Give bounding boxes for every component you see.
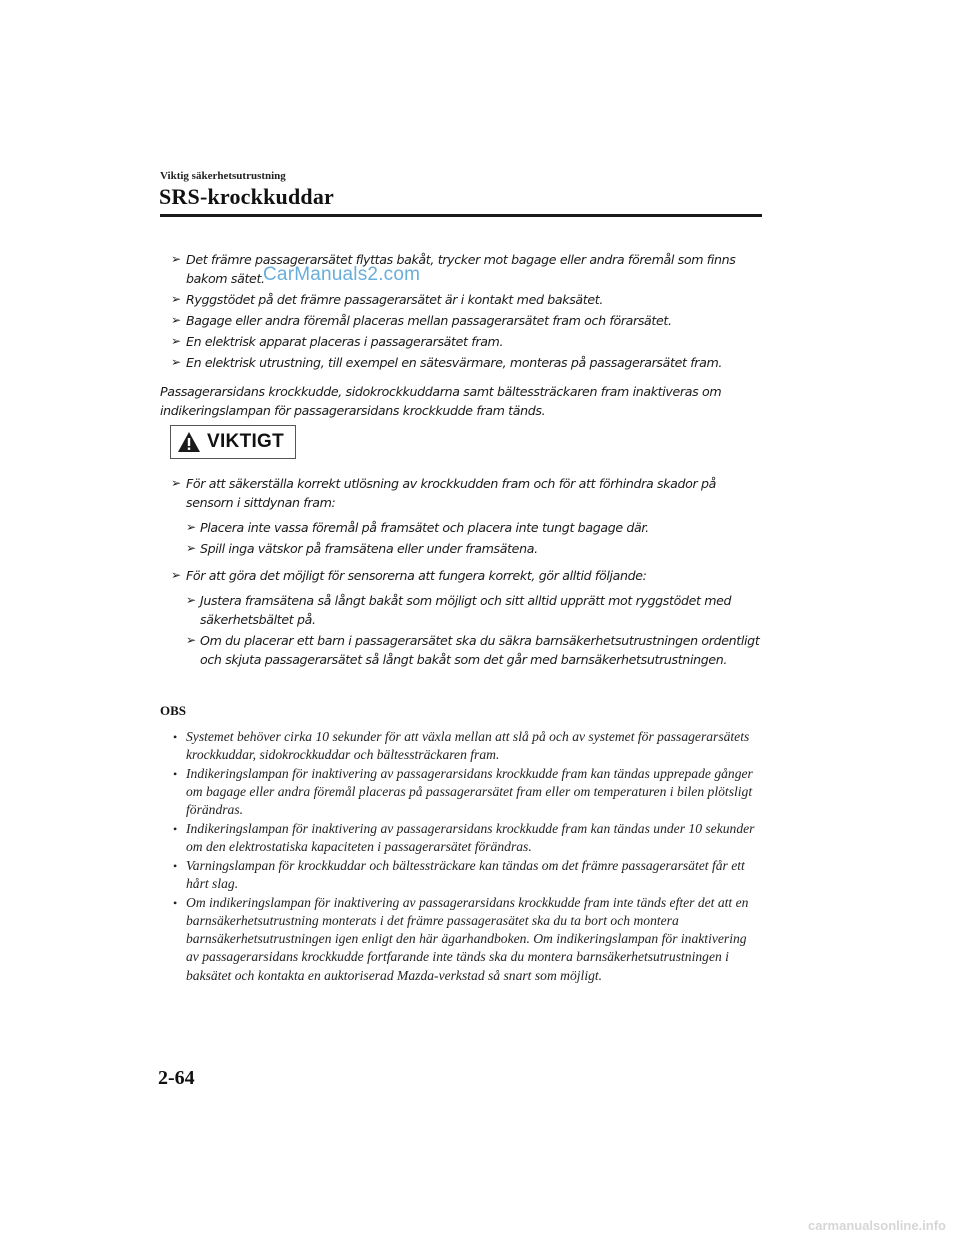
list-item-text: För att göra det möjligt för sensorerna att fungera korrekt, gör alltid följande: [186, 568, 647, 583]
list-item [160, 474, 765, 512]
list-item [170, 820, 762, 856]
header-rule [160, 214, 762, 217]
list-item [170, 765, 762, 820]
chapter-title: SRS-krockkuddar [159, 184, 334, 209]
arrow-bullet-icon: ➢ [171, 568, 181, 582]
dot-bullet-icon: • [173, 766, 178, 781]
list-item-text: Varningslampan för krockkuddar och bältessträckare kan tändas om det främre passagerarsätet får ett hårt slag. [186, 857, 745, 892]
arrow-bullet-icon: ➢ [171, 355, 181, 369]
list-item-text: Om indikeringslampan för inaktivering av passagerarsidans krockkudde fram inte tänds efter det att en barnsäkerhetsutrustning monterats i det främre passagerasätet ska du ta bort och montera barnsäkerhetsutrustningen igen enligt den här ägarhandboken. Om indikeringslampan för inaktivering av passagerarsidans krockkudde fortfarande inte tänds ska du montera barnsäkerhetsutrustningen i baksätet och kontakta en auktoriserad Mazda-verkstad så snart som möjligt. [186, 894, 749, 983]
warning-label: VIKTIGT [207, 431, 285, 452]
warning-list [160, 474, 765, 512]
dot-bullet-icon: • [173, 895, 178, 910]
list-item [160, 353, 765, 372]
arrow-bullet-icon: ➢ [186, 520, 196, 534]
list-item [170, 728, 762, 764]
list-item-text: För att säkerställa korrekt utlösning av krockkudden fram och för att förhindra skador på sensorn i sittdynan fram: [186, 476, 717, 510]
list-item-text: Det främre passagerarsätet flyttas bakåt, trycker mot bagage eller andra föremål som finns bakom sätet. [186, 252, 736, 286]
list-item [160, 290, 765, 309]
arrow-bullet-icon: ➢ [186, 633, 196, 647]
dot-bullet-icon: • [173, 858, 178, 873]
list-item [160, 332, 765, 351]
list-item [170, 857, 762, 893]
obs-label: OBS [160, 703, 187, 718]
list-item [186, 539, 765, 558]
warning-header [170, 425, 296, 459]
intro-paragraph: Passagerarsidans krockkudde, sidokrockkuddarna samt bältessträckaren fram inaktiveras om indikeringslampan för passagerarsidans krockkudde fram tänds. [160, 384, 722, 418]
list-item-text: Bagage eller andra föremål placeras mellan passagerarsätet fram och förarsätet. [186, 313, 672, 328]
warning-sublist [160, 518, 765, 558]
list-item-text: Systemet behöver cirka 10 sekunder för att växla mellan att slå på och av systemet för passagerarsätets krockkuddar, sidokrockkuddar och bältessträckaren fram. [186, 729, 750, 763]
list-item [186, 518, 765, 537]
warning-triangle-icon [177, 431, 201, 453]
watermark-overlay: CarManuals2.com [263, 264, 421, 285]
section-label: Viktig säkerhetsutrustning [160, 170, 286, 182]
list-item-text: Indikeringslampan för inaktivering av passagerarsidans krockkudde fram kan tändas under 10 sekunder om den elektrostatiska kapaciteten i passagerarsätet förändras. [186, 821, 755, 855]
arrow-bullet-icon: ➢ [171, 476, 181, 490]
conditions-block [160, 250, 765, 420]
list-item [160, 566, 765, 585]
warning-list [160, 566, 765, 585]
list-item-text: Om du placerar ett barn i passagerarsätet ska du säkra barnsäkerhetsutrustningen ordentligt och skjuta passagerarsätet så långt bakåt som det går med barnsäkerhetsutrustningen. [200, 633, 760, 667]
dot-bullet-icon: • [173, 730, 178, 744]
list-item-text: En elektrisk apparat placeras i passagerarsätet fram. [186, 334, 504, 349]
list-item [186, 631, 765, 669]
arrow-bullet-icon: ➢ [171, 313, 181, 327]
obs-list [170, 728, 762, 985]
arrow-bullet-icon: ➢ [186, 593, 196, 607]
list-item [170, 894, 762, 985]
warning-sublist [160, 591, 765, 669]
warning-block [160, 474, 765, 677]
list-item-text: Justera framsätena så långt bakåt som möjligt och sitt alltid upprätt mot ryggstödet med säkerhetsbältet på. [200, 593, 732, 627]
list-item [160, 250, 765, 288]
list-item-text: En elektrisk utrustning, till exempel en sätesvärmare, monteras på passagerarsätet fram. [186, 355, 723, 370]
list-item-text: Placera inte vassa föremål på framsätet och placera inte tungt bagage där. [200, 520, 649, 535]
list-item-text: Spill inga vätskor på framsätena eller under framsätena. [200, 541, 538, 556]
arrow-bullet-icon: ➢ [171, 252, 181, 266]
dot-bullet-icon: • [173, 822, 178, 837]
list-item-text: Ryggstödet på det främre passagerarsätet är i kontakt med baksätet. [186, 292, 604, 307]
list-item [186, 591, 765, 629]
list-item [160, 311, 765, 330]
page-number: 2-64 [158, 1067, 195, 1089]
arrow-bullet-icon: ➢ [171, 292, 181, 306]
watermark-footer: carmanualsonline.info [808, 1218, 946, 1233]
conditions-list [160, 250, 765, 372]
arrow-bullet-icon: ➢ [171, 334, 181, 348]
list-item-text: Indikeringslampan för inaktivering av passagerarsidans krockkudde fram kan tändas upprepade gånger om bagage eller andra föremål placeras på passagerarsätet fram eller om temperaturen i bilen plötsligt förändras. [186, 765, 753, 818]
arrow-bullet-icon: ➢ [186, 541, 196, 555]
